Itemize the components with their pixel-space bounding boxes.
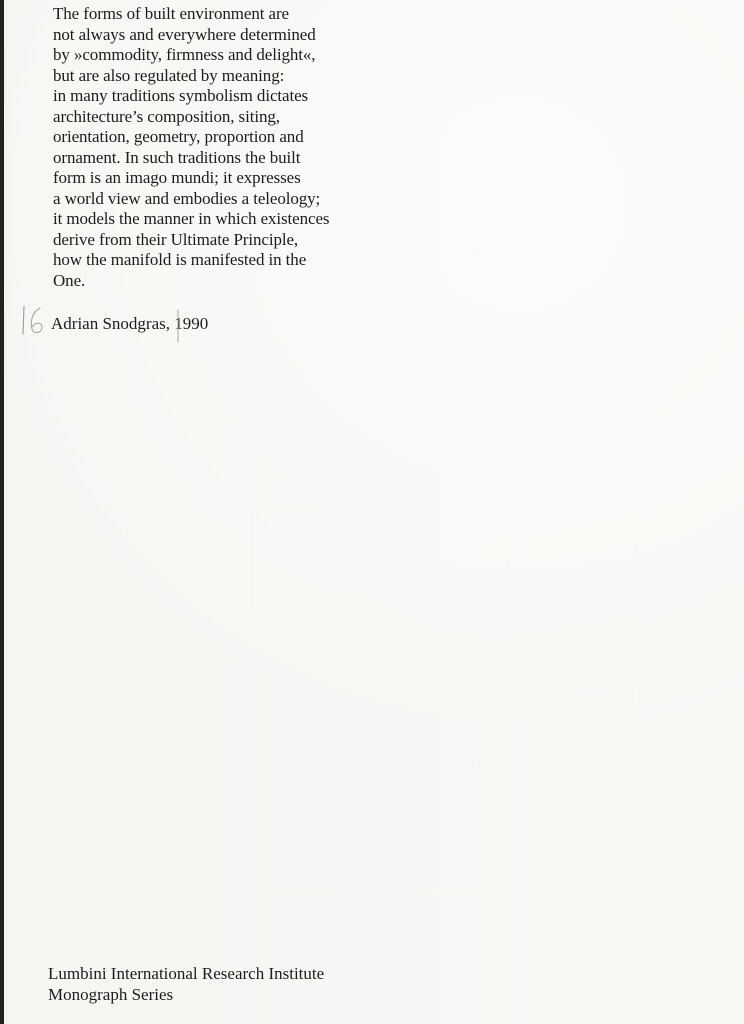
quote-line: but are also regulated by meaning: (53, 65, 285, 85)
quote-line: by »commodity, firmness and delight«, (53, 45, 316, 64)
quote-line: a world view and embodies a teleology; (53, 188, 321, 208)
quote-line: orientation, geometry, proportion and (53, 127, 304, 146)
quote-line: ornament. In such traditions the built (53, 147, 301, 167)
quote-line: how the manifold is manifested in the (53, 250, 307, 269)
quote-line: One. (53, 270, 86, 290)
quote-line: The forms of built environment are (53, 4, 289, 23)
pencil-margin-mark (18, 302, 48, 338)
quote-line: derive from their Ultimate Principle, (53, 229, 299, 249)
series-line: Monograph Series (48, 985, 174, 1004)
pencil-tick-mark (173, 308, 183, 344)
quote-line: it models the manner in which existences (53, 209, 330, 228)
quote-line: architecture’s composition, siting, (53, 106, 280, 126)
quote-line: not always and everywhere determined (53, 24, 316, 44)
epigraph-quote (53, 4, 413, 291)
quote-attribution: Adrian Snodgras, 1990 (51, 314, 209, 333)
publisher-series (48, 963, 324, 1005)
page-edge-shadow (0, 0, 4, 1024)
quote-line: form is an imago mundi; it expresses (53, 168, 301, 187)
quote-line: in many traditions symbolism dictates (53, 86, 309, 105)
series-line: Lumbini International Research Institute (48, 964, 325, 983)
